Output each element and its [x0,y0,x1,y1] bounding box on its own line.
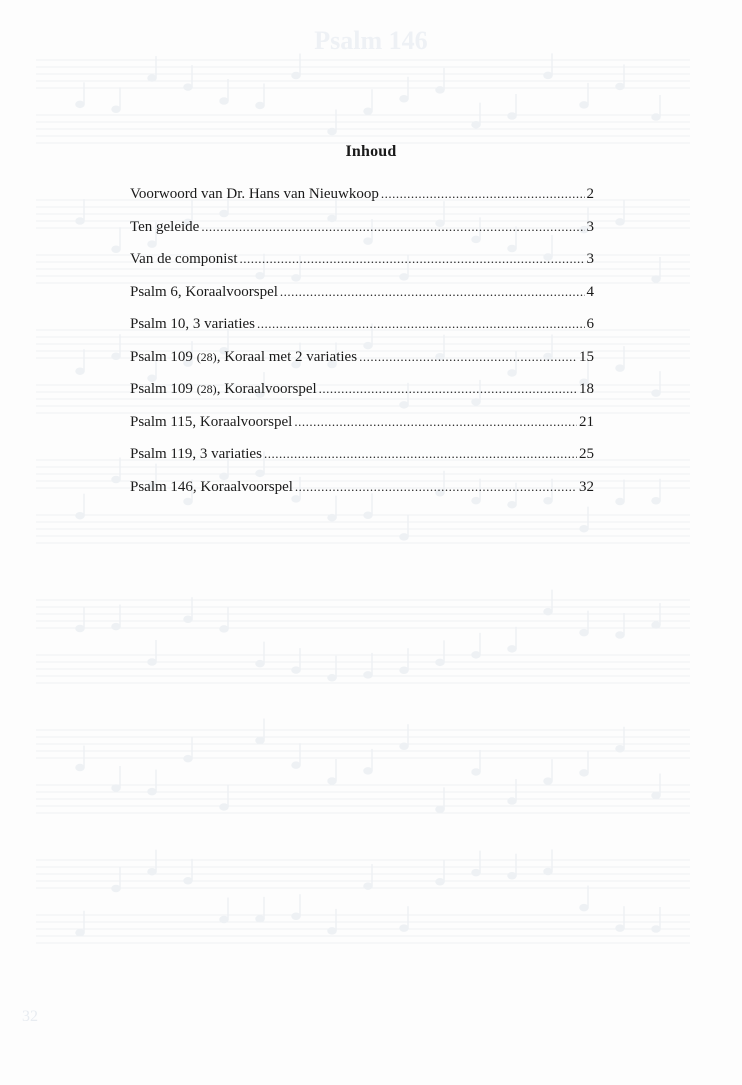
toc-entry-page: 21 [579,413,594,430]
toc-entry-label: Psalm 115, Koraalvoorspel [130,413,293,430]
toc-entry-page: 3 [586,218,594,235]
leader-dots [239,249,584,269]
toc-entry[interactable] [130,477,594,510]
toc-entry-label: Psalm 146, Koraalvoorspel [130,478,293,495]
toc-entry-label: Psalm 6, Koraalvoorspel [130,283,278,300]
leader-dots [257,314,585,334]
toc-entry-label: Psalm 119, 3 variaties [130,446,262,462]
leader-dots [280,282,585,302]
toc-entry[interactable] [130,444,594,477]
watermark-title: Psalm 146 [314,26,428,55]
leader-dots [359,347,577,367]
toc-entry[interactable] [130,347,594,380]
watermark-page-number: 32 [22,1008,38,1025]
table-of-contents [130,184,594,509]
toc-entry-page: 2 [586,186,594,202]
toc-entry-label: Psalm 109 (28), Koraalvoorspel [130,381,317,397]
toc-entry-page: 32 [579,478,594,495]
leader-dots [264,444,577,464]
leader-dots [381,184,585,204]
toc-entry-label: Ten geleide [130,218,200,235]
toc-entry[interactable] [130,412,594,445]
toc-entry-page: 3 [586,251,594,267]
toc-entry[interactable] [130,379,594,412]
toc-entry-label: Voorwoord van Dr. Hans van Nieuwkoop [130,186,379,202]
leader-dots [294,412,577,432]
toc-entry-page: 15 [579,348,594,365]
toc-entry-label: Psalm 10, 3 variaties [130,316,255,332]
leader-dots [295,477,577,497]
toc-entry[interactable] [130,184,594,217]
toc-entry[interactable] [130,314,594,347]
toc-entry-page: 4 [586,283,594,300]
toc-entry[interactable] [130,249,594,282]
toc-entry-page: 6 [586,316,594,332]
toc-entry[interactable] [130,217,594,250]
toc-entry-label: Van de componist [130,251,238,267]
toc-entry-label: Psalm 109 (28), Koraal met 2 variaties [130,348,358,365]
toc-entry-page: 18 [579,381,594,397]
leader-dots [319,379,577,399]
toc-entry[interactable] [130,282,594,315]
page-title: Inhoud [345,143,397,160]
toc-entry-page: 25 [579,446,594,462]
leader-dots [201,217,584,237]
